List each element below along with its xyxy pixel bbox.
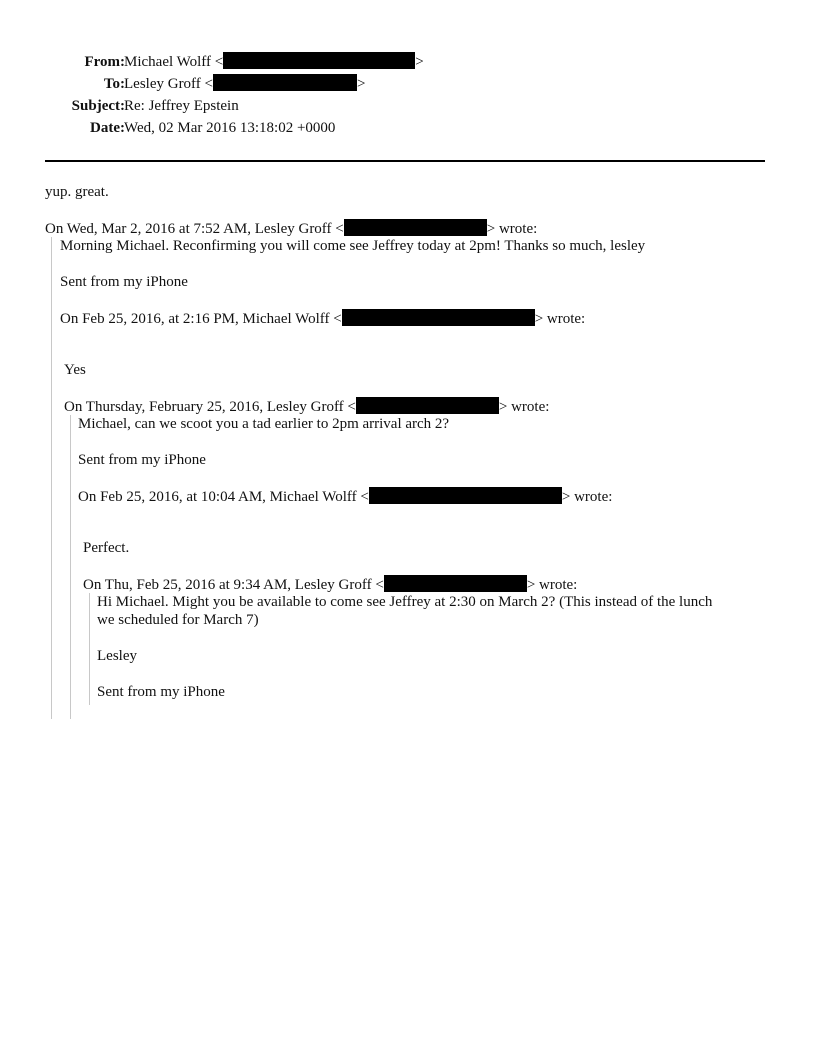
quoted-message: Michael, can we scoot you a tad earlier to 2pm arrival arch 2? — [78, 416, 450, 432]
date-label: Date: — [90, 120, 125, 136]
quoted-signature: Sent from my iPhone — [60, 274, 188, 290]
quoted-message: Morning Michael. Reconfirming you will come see Jeffrey today at 2pm! Thanks so much, lesley — [60, 238, 646, 254]
attribution-suffix: > wrote: — [561, 489, 613, 505]
header-divider — [45, 160, 765, 162]
redaction-box — [356, 397, 499, 414]
quote-attribution — [45, 219, 537, 237]
quoted-message: Perfect. — [83, 540, 130, 556]
attribution-suffix: > wrote: — [486, 221, 538, 237]
from-label: From: — [84, 54, 125, 70]
from-value: Michael Wolff < > — [124, 54, 424, 70]
to-name: Lesley Groff — [124, 76, 201, 92]
quote-bar — [70, 415, 71, 719]
quoted-name: Lesley — [97, 648, 137, 664]
subject-row — [0, 95, 816, 117]
quoted-message-continued: we scheduled for March 7) — [97, 612, 259, 628]
attribution-suffix: > wrote: — [534, 311, 586, 327]
quoted-message: Hi Michael. Might you be available to come see Jeffrey at 2:30 on March 2? (This instead of the lunch — [97, 594, 713, 610]
redaction-box — [213, 74, 357, 91]
quote-attribution — [60, 309, 585, 327]
subject-value: Re: Jeffrey Epstein — [124, 98, 239, 114]
from-name: Michael Wolff — [124, 54, 211, 70]
to-value: Lesley Groff < > — [124, 76, 366, 92]
quote-attribution — [83, 575, 577, 593]
attribution-prefix: On Feb 25, 2016, at 10:04 AM, Michael Wolff < — [78, 489, 369, 505]
to-row — [0, 73, 816, 95]
attribution-suffix: > wrote: — [498, 399, 550, 415]
attribution-prefix: On Thursday, February 25, 2016, Lesley Groff < — [64, 399, 356, 415]
redaction-box — [369, 487, 562, 504]
redaction-box — [344, 219, 487, 236]
quote-attribution — [78, 487, 612, 505]
attribution-prefix: On Wed, Mar 2, 2016 at 7:52 AM, Lesley Groff < — [45, 221, 344, 237]
to-label: To: — [103, 76, 125, 92]
subject-label: Subject: — [71, 98, 125, 114]
quote-attribution — [64, 397, 549, 415]
quote-bar — [51, 237, 52, 719]
from-row — [0, 51, 816, 73]
quoted-signature: Sent from my iPhone — [78, 452, 206, 468]
attribution-suffix: > wrote: — [526, 577, 578, 593]
attribution-prefix: On Feb 25, 2016, at 2:16 PM, Michael Wolff < — [60, 311, 342, 327]
reply-text: yup. great. — [45, 184, 109, 200]
quoted-message: Yes — [64, 362, 86, 378]
quote-bar — [89, 593, 90, 705]
redaction-box — [342, 309, 535, 326]
attribution-prefix: On Thu, Feb 25, 2016 at 9:34 AM, Lesley Groff < — [83, 577, 384, 593]
date-row — [0, 117, 816, 139]
date-value: Wed, 02 Mar 2016 13:18:02 +0000 — [124, 120, 336, 136]
redaction-box — [384, 575, 527, 592]
redaction-box — [223, 52, 415, 69]
quoted-signature: Sent from my iPhone — [97, 684, 225, 700]
